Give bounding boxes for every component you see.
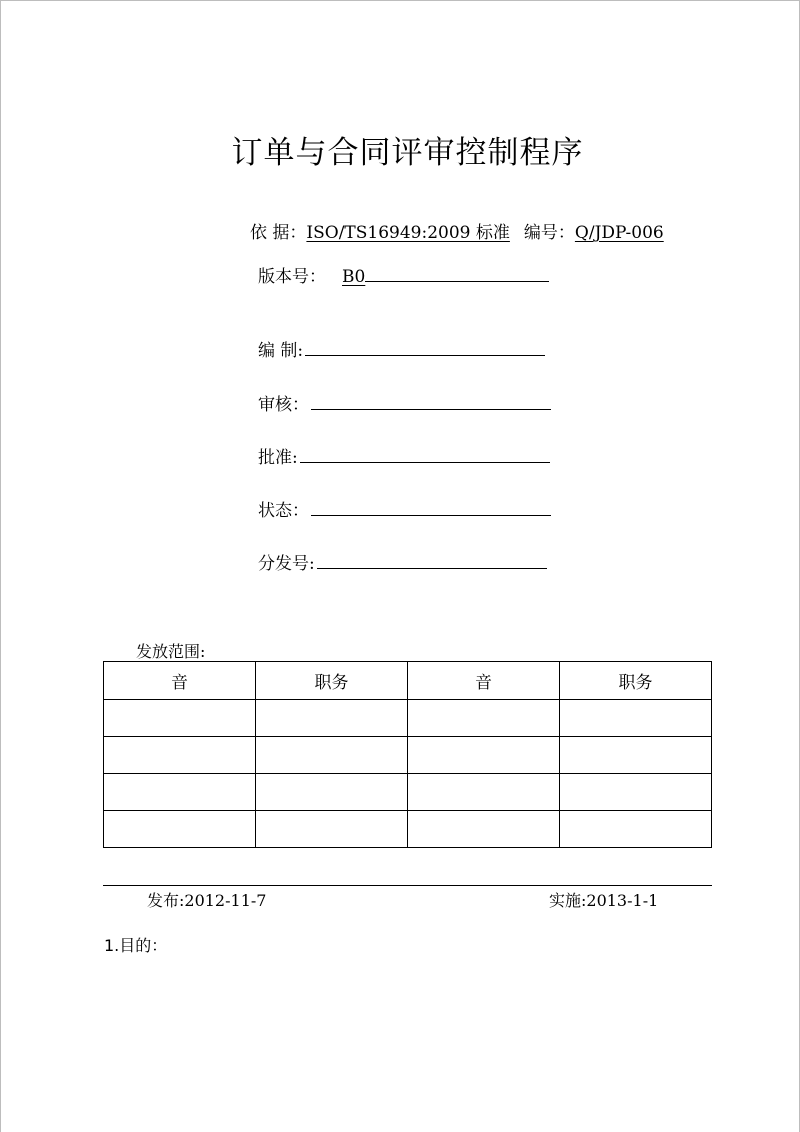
version-label: 版本号：: [258, 267, 326, 287]
table-cell: [104, 737, 256, 774]
table-cell: [560, 774, 712, 811]
table-cell: [408, 700, 560, 737]
review-label: 审核：: [258, 395, 309, 415]
status-label: 状态：: [258, 501, 309, 521]
code-value: Q/JDP-006: [574, 223, 664, 243]
page-border-top: [0, 0, 800, 1]
table-cell: [104, 774, 256, 811]
version-underline: [365, 265, 549, 282]
prepared-line: [305, 339, 545, 356]
table-cell: [256, 737, 408, 774]
table-cell: [256, 774, 408, 811]
version-field: [258, 262, 549, 287]
table-header-cell: 职务: [256, 662, 408, 700]
distribution-number-field: [258, 549, 547, 574]
table-cell: [256, 811, 408, 848]
section-heading: 1.目的：: [104, 936, 168, 955]
effective-date: 实施:2013-1-1: [549, 891, 659, 910]
table-row: [104, 700, 712, 737]
table-cell: [256, 700, 408, 737]
distribution-scope-label: 发放范围:: [136, 642, 206, 661]
table-cell: [560, 811, 712, 848]
approval-label: 批准:: [258, 448, 298, 468]
review-field: [258, 390, 551, 415]
table-header-cell: 音: [408, 662, 560, 700]
prepared-label: 编 制:: [258, 341, 304, 361]
basis-label: 依 据：: [250, 223, 307, 243]
status-line: [311, 499, 551, 516]
table-header-cell: 职务: [560, 662, 712, 700]
code-label: 编号：: [523, 223, 575, 243]
prepared-field: [258, 336, 545, 361]
table-row: [104, 774, 712, 811]
table-cell: [560, 700, 712, 737]
distribution-number-label: 分发号:: [258, 554, 315, 574]
table-row: [104, 737, 712, 774]
basis-line: [250, 218, 664, 243]
basis-value: ISO/TS16949:2009 标准: [306, 223, 510, 243]
table-cell: [104, 811, 256, 848]
version-value: B0: [342, 267, 366, 287]
table-cell: [408, 811, 560, 848]
review-line: [311, 393, 551, 410]
issue-date: 发布:2012-11-7: [147, 891, 267, 910]
approval-line: [300, 446, 550, 463]
table-cell: [408, 737, 560, 774]
table-cell: [408, 774, 560, 811]
distribution-number-line: [317, 552, 547, 569]
distribution-table: [103, 661, 712, 848]
status-field: [258, 496, 551, 521]
table-row: [104, 811, 712, 848]
table-cell: [104, 700, 256, 737]
footer-divider: [103, 885, 712, 886]
table-cell: [560, 737, 712, 774]
table-header-row: [104, 662, 712, 700]
document-title: 订单与合同评审控制程序: [231, 135, 584, 171]
approval-field: [258, 443, 550, 468]
table-header-cell: 音: [104, 662, 256, 700]
